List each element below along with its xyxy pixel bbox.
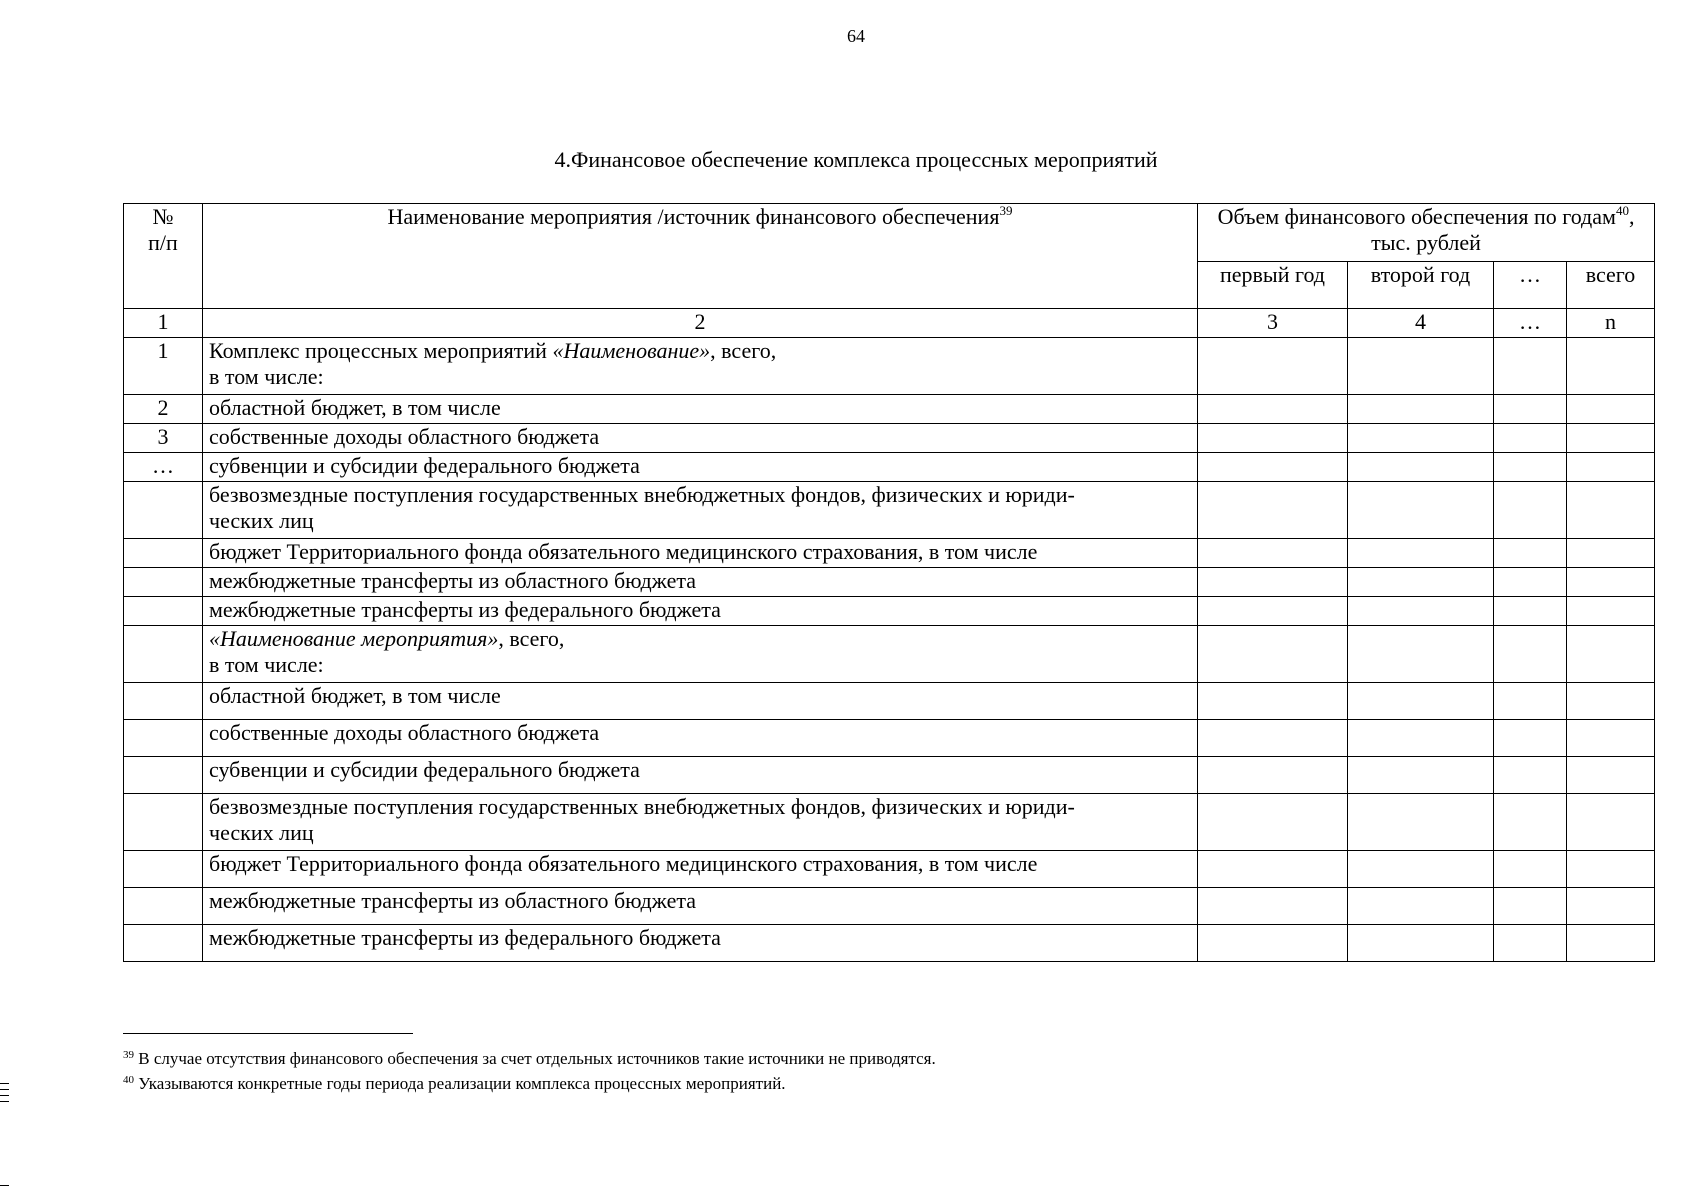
row-name bbox=[203, 757, 1198, 794]
table-row bbox=[124, 794, 1655, 851]
value-cell bbox=[1494, 683, 1567, 720]
row-name bbox=[203, 925, 1198, 962]
value-cell bbox=[1494, 626, 1567, 683]
value-cell bbox=[1494, 395, 1567, 424]
row-name-italic: «Наименование» bbox=[552, 338, 711, 363]
header-number-text: № п/п bbox=[148, 204, 178, 255]
row-number: … bbox=[124, 453, 203, 482]
value-cell bbox=[1348, 851, 1494, 888]
table-row bbox=[124, 888, 1655, 925]
value-cell bbox=[1567, 395, 1655, 424]
value-cell bbox=[1198, 482, 1348, 539]
margin-mark bbox=[0, 1185, 9, 1186]
header-second-year: второй год bbox=[1348, 262, 1494, 309]
row-number: 2 bbox=[124, 395, 203, 424]
value-cell bbox=[1567, 794, 1655, 851]
table-row bbox=[124, 597, 1655, 626]
value-cell bbox=[1567, 851, 1655, 888]
index-cell: … bbox=[1494, 309, 1567, 338]
margin-mark bbox=[0, 1095, 9, 1096]
row-name bbox=[203, 720, 1198, 757]
value-cell bbox=[1348, 482, 1494, 539]
table-row bbox=[124, 720, 1655, 757]
margin-mark bbox=[0, 1083, 9, 1084]
header-number bbox=[124, 204, 203, 309]
header-volume-text: Объем финансового обеспечения по годам bbox=[1217, 204, 1616, 229]
row-name bbox=[203, 626, 1198, 683]
header-volume bbox=[1198, 204, 1655, 262]
value-cell bbox=[1494, 757, 1567, 794]
table-row bbox=[124, 539, 1655, 568]
table-row bbox=[124, 568, 1655, 597]
row-name bbox=[203, 338, 1198, 395]
value-cell bbox=[1494, 597, 1567, 626]
row-number bbox=[124, 757, 203, 794]
header-name bbox=[203, 204, 1198, 309]
header-ellipsis: … bbox=[1494, 262, 1567, 309]
value-cell bbox=[1198, 539, 1348, 568]
row-name-pre: бюджет Территориального фонда обязательного медицинского страхования, в том числе bbox=[209, 539, 1038, 564]
row-name-pre: собственные доходы областного бюджета bbox=[209, 424, 600, 449]
footnote-39 bbox=[123, 1046, 936, 1071]
value-cell bbox=[1348, 453, 1494, 482]
page-number: 64 bbox=[847, 26, 865, 46]
header-total: всего bbox=[1567, 262, 1655, 309]
value-cell bbox=[1198, 851, 1348, 888]
value-cell bbox=[1348, 757, 1494, 794]
table-row bbox=[124, 851, 1655, 888]
value-cell bbox=[1348, 888, 1494, 925]
value-cell bbox=[1198, 925, 1348, 962]
table-row bbox=[124, 683, 1655, 720]
value-cell bbox=[1494, 453, 1567, 482]
footnote-mark: 39 bbox=[123, 1049, 134, 1061]
value-cell bbox=[1567, 568, 1655, 597]
row-name-pre: межбюджетные трансферты из федерального бюджета bbox=[209, 925, 721, 950]
row-name bbox=[203, 794, 1198, 851]
value-cell bbox=[1348, 925, 1494, 962]
value-cell bbox=[1567, 925, 1655, 962]
value-cell bbox=[1567, 539, 1655, 568]
value-cell bbox=[1198, 757, 1348, 794]
row-name-pre: межбюджетные трансферты из областного бюджета bbox=[209, 568, 696, 593]
header-name-text: Наименование мероприятия /источник финансового обеспечения bbox=[387, 204, 1000, 229]
margin-mark bbox=[0, 1101, 9, 1102]
row-number bbox=[124, 683, 203, 720]
value-cell bbox=[1348, 597, 1494, 626]
value-cell bbox=[1198, 720, 1348, 757]
row-name-post: , всего, в том числе: bbox=[209, 338, 777, 389]
index-row bbox=[124, 309, 1655, 338]
header-volume-suffix: , bbox=[1628, 204, 1635, 229]
value-cell bbox=[1348, 626, 1494, 683]
row-number bbox=[124, 720, 203, 757]
row-name bbox=[203, 683, 1198, 720]
financing-table bbox=[123, 203, 1655, 962]
value-cell bbox=[1198, 888, 1348, 925]
table-row bbox=[124, 757, 1655, 794]
row-name bbox=[203, 888, 1198, 925]
row-name-pre: субвенции и субсидии федерального бюджета bbox=[209, 757, 640, 782]
row-number bbox=[124, 626, 203, 683]
index-cell: 4 bbox=[1348, 309, 1494, 338]
row-number bbox=[124, 851, 203, 888]
value-cell bbox=[1198, 338, 1348, 395]
value-cell bbox=[1494, 424, 1567, 453]
table-row bbox=[124, 338, 1655, 395]
value-cell bbox=[1198, 626, 1348, 683]
table-row bbox=[124, 925, 1655, 962]
value-cell bbox=[1567, 757, 1655, 794]
value-cell bbox=[1494, 925, 1567, 962]
value-cell bbox=[1494, 568, 1567, 597]
footnote-divider bbox=[123, 1033, 413, 1034]
header-first-year: первый год bbox=[1198, 262, 1348, 309]
value-cell bbox=[1348, 720, 1494, 757]
row-name bbox=[203, 597, 1198, 626]
table-row bbox=[124, 424, 1655, 453]
row-name bbox=[203, 453, 1198, 482]
value-cell bbox=[1567, 424, 1655, 453]
row-name-pre: областной бюджет, в том числе bbox=[209, 683, 501, 708]
table-row bbox=[124, 482, 1655, 539]
value-cell bbox=[1567, 626, 1655, 683]
value-cell bbox=[1494, 720, 1567, 757]
footnote-text: В случае отсутствия финансового обеспечения за счет отдельных источников такие источники не приводятся. bbox=[134, 1049, 936, 1068]
value-cell bbox=[1348, 568, 1494, 597]
row-name bbox=[203, 568, 1198, 597]
row-name-post: , всего, в том числе: bbox=[209, 626, 565, 677]
row-name bbox=[203, 851, 1198, 888]
row-name bbox=[203, 395, 1198, 424]
footnote-ref-40: 40 bbox=[1615, 203, 1629, 218]
row-name-pre: субвенции и субсидии федерального бюджета bbox=[209, 453, 640, 478]
value-cell bbox=[1494, 539, 1567, 568]
row-name-pre: бюджет Территориального фонда обязательного медицинского страхования, в том числе bbox=[209, 851, 1038, 876]
table-row bbox=[124, 453, 1655, 482]
value-cell bbox=[1494, 482, 1567, 539]
value-cell bbox=[1198, 794, 1348, 851]
table-row bbox=[124, 395, 1655, 424]
row-name bbox=[203, 539, 1198, 568]
section-title: 4.Финансовое обеспечение комплекса процессных мероприятий bbox=[554, 147, 1158, 172]
row-name-pre: безвозмездные поступления государственных внебюджетных фондов, физических и юриди- ческих лиц bbox=[209, 794, 1075, 845]
table-body bbox=[124, 338, 1655, 962]
value-cell bbox=[1348, 794, 1494, 851]
value-cell bbox=[1494, 851, 1567, 888]
table-row bbox=[124, 626, 1655, 683]
index-cell: 1 bbox=[124, 309, 203, 338]
value-cell bbox=[1567, 482, 1655, 539]
footnote-ref-39: 39 bbox=[999, 203, 1013, 218]
row-number bbox=[124, 482, 203, 539]
row-number bbox=[124, 568, 203, 597]
value-cell bbox=[1494, 888, 1567, 925]
value-cell bbox=[1348, 395, 1494, 424]
footnote-mark: 40 bbox=[123, 1074, 134, 1086]
footnotes bbox=[123, 1046, 936, 1096]
value-cell bbox=[1567, 453, 1655, 482]
value-cell bbox=[1567, 888, 1655, 925]
row-name bbox=[203, 482, 1198, 539]
value-cell bbox=[1348, 539, 1494, 568]
value-cell bbox=[1494, 794, 1567, 851]
row-number: 3 bbox=[124, 424, 203, 453]
row-name-pre: Комплекс процессных мероприятий bbox=[209, 338, 553, 363]
row-number bbox=[124, 539, 203, 568]
value-cell bbox=[1198, 568, 1348, 597]
value-cell bbox=[1198, 683, 1348, 720]
row-name-pre: областной бюджет, в том числе bbox=[209, 395, 501, 420]
margin-mark bbox=[0, 1089, 9, 1090]
index-cell: 3 bbox=[1198, 309, 1348, 338]
value-cell bbox=[1567, 597, 1655, 626]
header-volume-unit: тыс. рублей bbox=[1371, 230, 1481, 255]
row-name bbox=[203, 424, 1198, 453]
row-name-pre: собственные доходы областного бюджета bbox=[209, 720, 600, 745]
row-number bbox=[124, 925, 203, 962]
value-cell bbox=[1567, 720, 1655, 757]
footnote-40 bbox=[123, 1071, 936, 1096]
value-cell bbox=[1348, 338, 1494, 395]
row-number: 1 bbox=[124, 338, 203, 395]
value-cell bbox=[1567, 338, 1655, 395]
value-cell bbox=[1348, 424, 1494, 453]
value-cell bbox=[1198, 597, 1348, 626]
row-name-pre: безвозмездные поступления государственных внебюджетных фондов, физических и юриди- ческих лиц bbox=[209, 482, 1075, 533]
value-cell bbox=[1567, 683, 1655, 720]
value-cell bbox=[1348, 683, 1494, 720]
value-cell bbox=[1198, 424, 1348, 453]
index-cell: n bbox=[1567, 309, 1655, 338]
index-cell: 2 bbox=[203, 309, 1198, 338]
row-number bbox=[124, 597, 203, 626]
row-name-pre: межбюджетные трансферты из областного бюджета bbox=[209, 888, 696, 913]
value-cell bbox=[1198, 453, 1348, 482]
value-cell bbox=[1494, 338, 1567, 395]
row-number bbox=[124, 794, 203, 851]
row-name-italic: «Наименование мероприятия» bbox=[209, 626, 499, 651]
value-cell bbox=[1198, 395, 1348, 424]
row-name-pre: межбюджетные трансферты из федерального бюджета bbox=[209, 597, 721, 622]
footnote-text: Указываются конкретные годы периода реализации комплекса процессных мероприятий. bbox=[134, 1074, 786, 1093]
row-number bbox=[124, 888, 203, 925]
